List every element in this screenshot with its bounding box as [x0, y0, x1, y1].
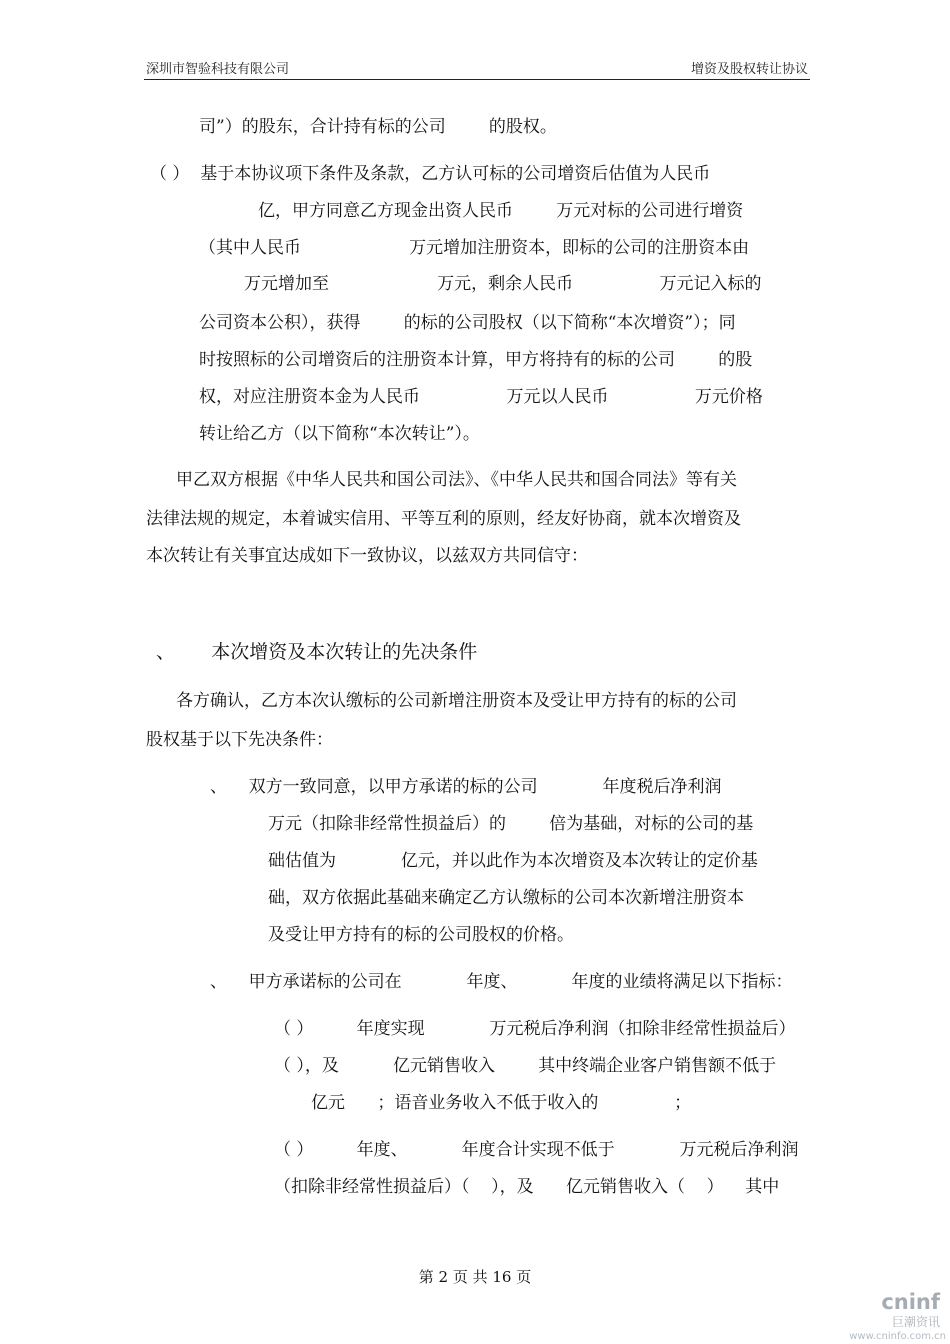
subclause-line: 亿元 ；语音业务收入不低于收入的 ； [311, 1093, 692, 1113]
body-line: 法律法规的规定，本着诚实信用、平等互利的原则，经友好协商，就本次增资及 [146, 509, 741, 529]
body-line: （其中人民币 万元增加注册资本，即标的公司的注册资本由 [199, 238, 750, 258]
header-rule [144, 79, 810, 80]
section-title: 、 本次增资及本次转让的先决条件 [156, 641, 478, 663]
watermark-logo [849, 1280, 950, 1344]
clause-line: 、 双方一致同意，以甲方承诺的标的公司 年度税后净利润 [210, 777, 722, 797]
body-line: 万元增加至 万元，剩余人民币 万元记入标的 [244, 274, 762, 294]
subclause-line: （扣除非经常性损益后）（ ），及 亿元销售收入（ ） 其中 [274, 1177, 780, 1197]
body-line: 亿，甲方同意乙方现金出资人民币 万元对标的公司进行增资 [258, 201, 744, 221]
clause-line: 万元（扣除非经常性损益后）的 倍为基础，对标的公司的基 [268, 814, 754, 834]
body-line: 本次转让有关事宜达成如下一致协议，以兹双方共同信守： [146, 546, 588, 566]
subclause-line: （ ），及 亿元销售收入 其中终端企业客户销售额不低于 [274, 1056, 777, 1076]
body-line: （ ） 基于本协议项下条件及条款，乙方认可标的公司增资后估值为人民币 [150, 164, 711, 184]
body-line: 司”）的股东，合计持有标的公司 的股权。 [199, 117, 557, 137]
clause-line: 及受让甲方持有的标的公司股权的价格。 [268, 925, 574, 945]
body-line: 股权基于以下先决条件： [146, 730, 333, 750]
body-line: 各方确认，乙方本次认缴标的公司新增注册资本及受让甲方持有的标的公司 [176, 691, 737, 711]
watermark-name: 巨潮资讯 [891, 1315, 940, 1329]
body-line: 权，对应注册资本金为人民币 万元以人民币 万元价格 [199, 387, 763, 407]
watermark-url: www.cninfo.com.cn [849, 1331, 946, 1342]
clause-line: 础估值为 亿元，并以此作为本次增资及本次转让的定价基 [268, 851, 758, 871]
body-line: 时按照标的公司增资后的注册资本计算，甲方将持有的标的公司 的股 [199, 350, 753, 370]
subclause-line: （ ） 年度、 年度合计实现不低于 万元税后净利润 [274, 1140, 799, 1160]
header-company: 深圳市智验科技有限公司 [146, 62, 290, 77]
header-doc-title: 增资及股权转让协议 [690, 62, 808, 77]
watermark-logo-text: cninf [881, 1290, 940, 1314]
body-line: 转让给乙方（以下简称“本次转让”）。 [199, 424, 480, 444]
page-number: 第 2 页 共 16 页 [418, 1268, 532, 1286]
body-line: 甲乙双方根据《中华人民共和国公司法》、《中华人民共和国合同法》等有关 [176, 470, 737, 490]
clause-line: 础，双方依据此基础来确定乙方认缴标的公司本次新增注册资本 [268, 888, 744, 908]
clause-line: 、 甲方承诺标的公司在 年度、 年度的业绩将满足以下指标： [210, 972, 793, 992]
subclause-line: （ ） 年度实现 万元税后净利润（扣除非经常性损益后） [274, 1019, 796, 1039]
body-line: 公司资本公积），获得 的标的公司股权（以下简称“本次增资”）；同 [199, 313, 736, 333]
